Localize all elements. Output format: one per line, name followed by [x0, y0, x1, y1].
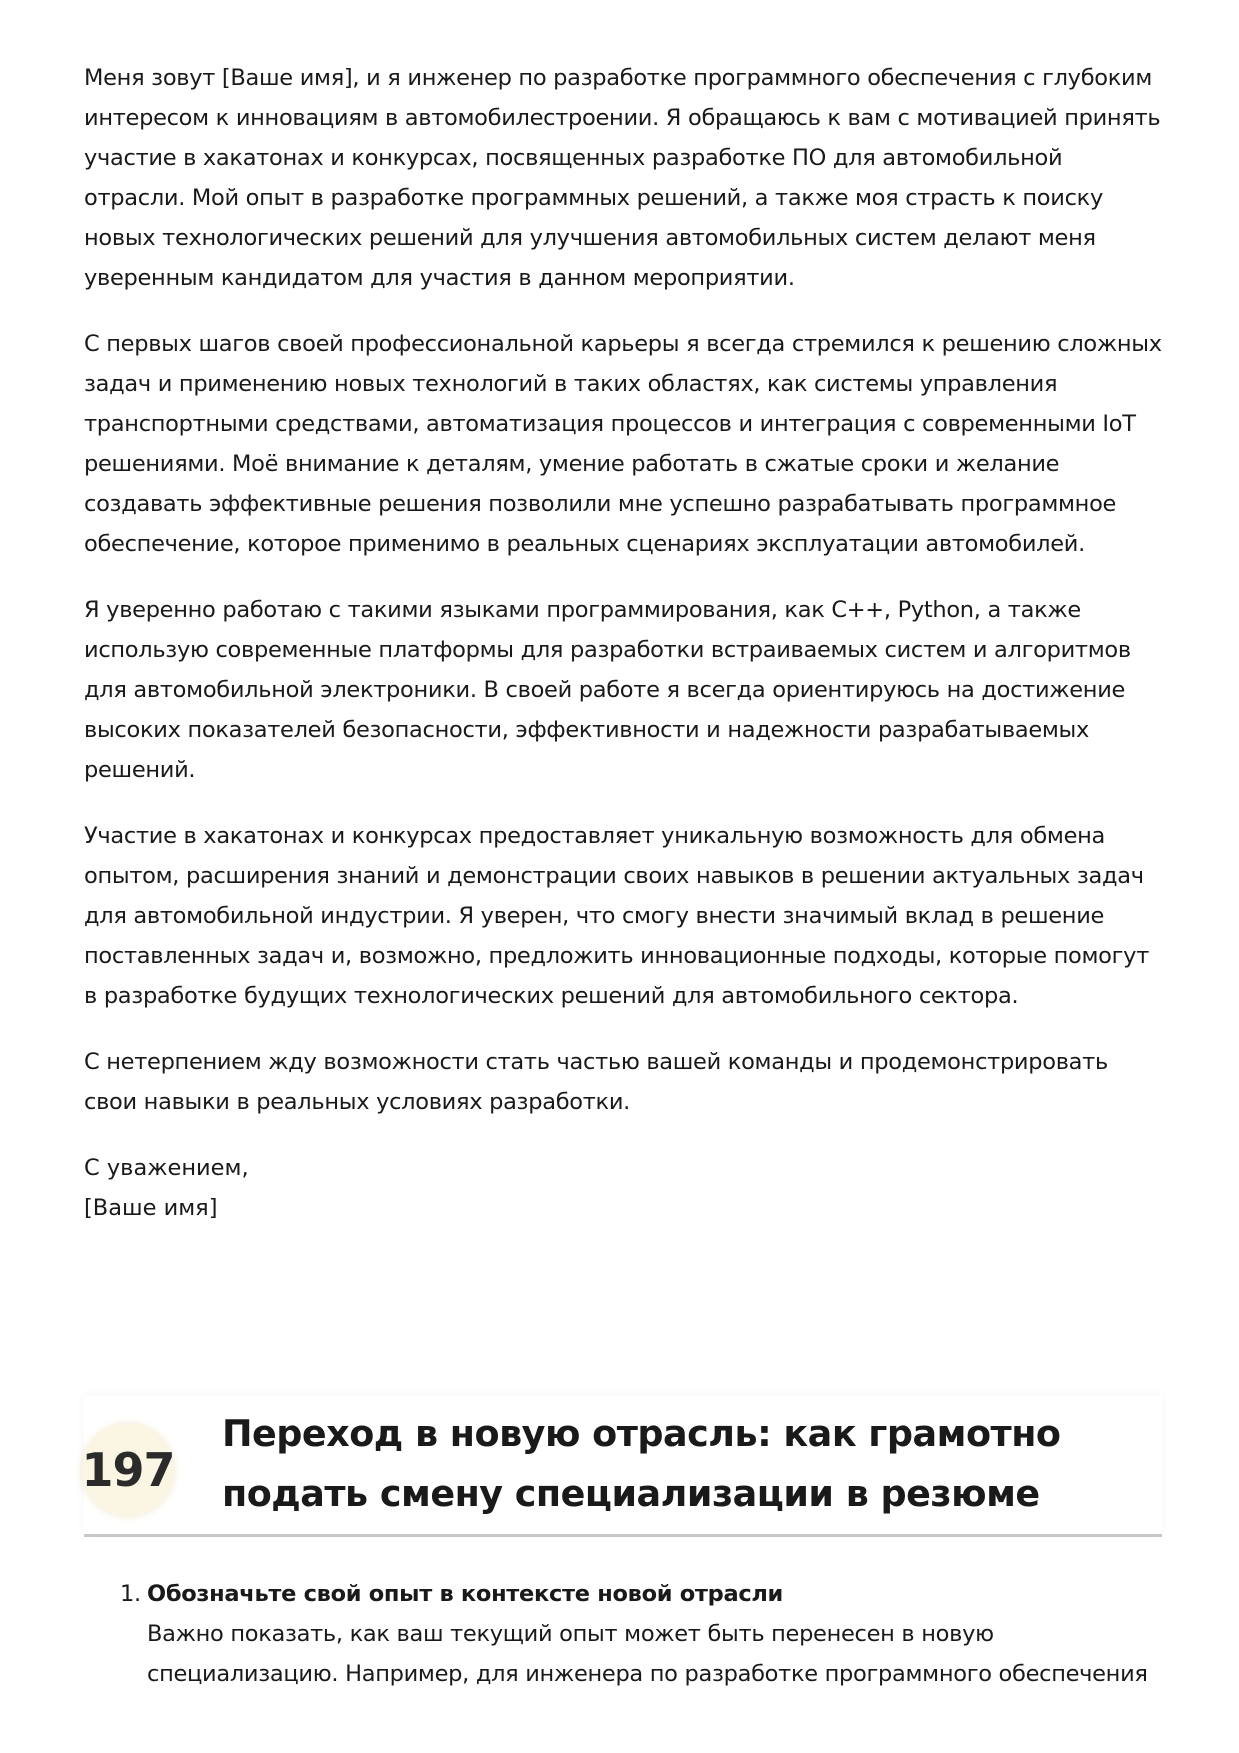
paragraph: С первых шагов своей профессиональной карьеры я всегда стремился к решению сложных задач и применению новых технологий в таких областях, как системы управления транспортными средствами, автоматизация процессов и интеграция с современными IoT решениями. Моё внимание к деталям, умение работать в сжатые сроки и желание создавать эффективные решения позволили мне успешно разрабатывать программное обеспечение, которое применимо в реальных сценариях эксплуатации автомобилей. [84, 331, 1162, 557]
list-item-title: Обозначьте свой опыт в контексте новой отрасли [147, 1581, 784, 1607]
list-item-number: 1. [120, 1581, 141, 1607]
list-item-text: Важно показать, как ваш текущий опыт может быть перенесен в новую специализацию. Например, для инженера по разработке программного обеспечения [147, 1621, 1148, 1687]
letter-body [84, 58, 1164, 1228]
signoff-name: [Ваше имя] [84, 1195, 218, 1221]
paragraph: Участие в хакатонах и конкурсах предоставляет уникальную возможность для обмена опытом, расширения знаний и демонстрации своих навыков в решении актуальных задач для автомобильной индустрии. Я уверен, что смогу внести значимый вклад в решение поставленных задач и, возможно, предложить инновационные подходы, которые помогут в разработке будущих технологических решений для автомобильного сектора. [84, 823, 1149, 1009]
signoff [84, 1148, 1164, 1228]
list-item [84, 1574, 1164, 1694]
paragraph: Меня зовут [Ваше имя], и я инженер по разработке программного обеспечения с глубоким интересом к инновациям в автомобилестроении. Я обращаюсь к вам с мотивацией принять участие в хакатонах и конкурсах, посвященных разработке ПО для автомобильной отрасли. Мой опыт в разработке программных решений, а также моя страсть к поиску новых технологических решений для улучшения автомобильных систем делают меня уверенным кандидатом для участия в данном мероприятии. [84, 65, 1161, 291]
paragraph: С нетерпением жду возможности стать частью вашей команды и продемонстрировать свои навыки в реальных условиях разработки. [84, 1049, 1108, 1115]
tips-list [84, 1574, 1164, 1694]
paragraph: Я уверенно работаю с такими языками программирования, как C++, Python, а также использую современные платформы для разработки встраиваемых систем и алгоритмов для автомобильной электроники. В своей работе я всегда ориентируюсь на достижение высоких показателей безопасности, эффективности и надежности разрабатываемых решений. [84, 597, 1131, 783]
section-header [81, 1396, 1162, 1537]
signoff-closing: С уважением, [84, 1155, 249, 1181]
section-number-badge: 197 [82, 1424, 174, 1516]
section-title: Переход в новую отрасль: как грамотно подать смену специализации в резюме [222, 1412, 1061, 1515]
